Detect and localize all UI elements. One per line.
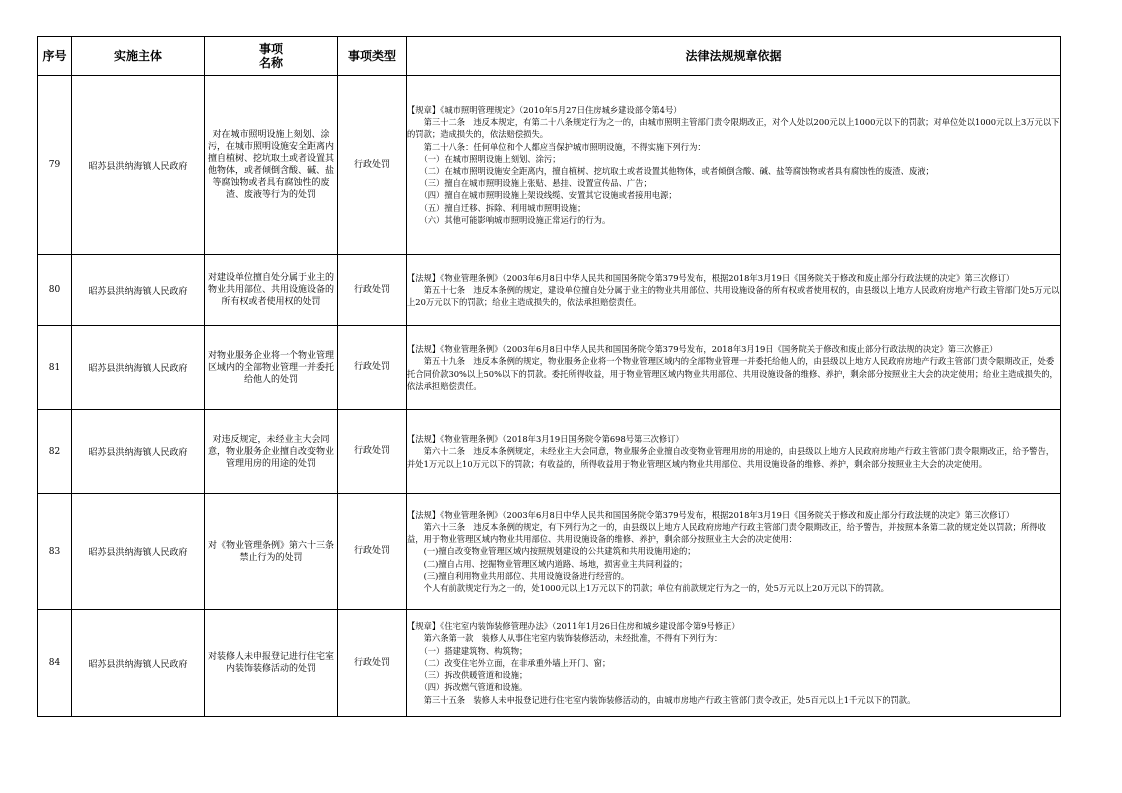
row-no: 83	[38, 494, 72, 610]
row-subject: 昭苏县洪纳海镇人民政府	[72, 326, 205, 410]
basis-line: 第三十二条 违反本规定，有第二十八条规定行为之一的，由城市照明主管部门责令限期改正，对个人处以200元以上1000元以下的罚款；对单位处以1000元以上3万元以下的罚款；造成损失的，依法赔偿损失。	[407, 117, 1060, 140]
row-legal-basis	[407, 494, 1061, 610]
basis-line: 个人有前款规定行为之一的，处1000元以上1万元以下的罚款；单位有前款规定行为之一的，处5万元以上20万元以下的罚款。	[407, 583, 889, 593]
table-row	[38, 255, 1061, 326]
basis-line: （二）改变住宅外立面，在非承重外墙上开门、窗；	[407, 657, 611, 668]
row-legal-basis	[407, 326, 1061, 410]
row-item-name: 对违反规定，未经业主大会同意，物业服务企业擅自改变物业管理用房的用途的处罚	[205, 410, 338, 494]
row-no: 81	[38, 326, 72, 410]
row-legal-basis	[407, 610, 1061, 717]
basis-line: 第五十七条 违反本条例的规定，建设单位擅自处分属于业主的物业共用部位、共用设施设备的所有权或者使用权的，由县级以上地方人民政府房地产行政主管部门处5万元以上20万元以下的罚款；给业主造成损失的，依法承担赔偿责任。	[407, 284, 1060, 308]
table-row	[38, 494, 1061, 610]
basis-line: 【法规】《物业管理条例》（2003年6月8日中华人民共和国国务院令第379号发布，根据2018年3月19日《国务院关于修改和废止部分行政法规的决定》第三次修订）	[407, 509, 1015, 520]
basis-line: 第三十五条 装修人未申报登记进行住宅室内装饰装修活动的，由城市房地产行政主管部门责令改正，处5百元以上1千元以下的罚款。	[407, 694, 916, 705]
row-item-name: 对在城市照明设施上刻划、涂污，在城市照明设施安全距离内擅自植树、挖坑取土或者设置其他物体，或者倾倒含酸、碱、盐等腐蚀物或者具有腐蚀性的废渣、废液等行为的处罚	[205, 76, 338, 255]
basis-line: 【规章】《城市照明管理规定》（2010年5月27日住房城乡建设部令第4号）	[407, 104, 682, 115]
basis-line: （二）在城市照明设施安全距离内，擅自植树、挖坑取土或者设置其他物体，或者倾倒含酸、碱、盐等腐蚀物或者具有腐蚀性的废渣、废液；	[407, 166, 934, 176]
basis-line: （一）搭建建筑物、构筑物；	[407, 645, 528, 656]
basis-line: （五）擅自迁移、拆除、利用城市照明设施；	[407, 202, 586, 213]
row-item-name: 对《物业管理条例》第六十三条禁止行为的处罚	[205, 494, 338, 610]
header-name: 事项 名称	[205, 37, 338, 76]
row-item-type: 行政处罚	[338, 255, 407, 326]
row-item-type: 行政处罚	[338, 76, 407, 255]
header-no: 序号	[38, 37, 72, 76]
row-legal-basis	[407, 76, 1061, 255]
row-subject: 昭苏县洪纳海镇人民政府	[72, 494, 205, 610]
row-subject: 昭苏县洪纳海镇人民政府	[72, 76, 205, 255]
basis-line: （四）拆改燃气管道和设施。	[407, 682, 528, 693]
row-no: 84	[38, 610, 72, 717]
basis-line: 第二十八条：任何单位和个人都应当保护城市照明设施，不得实施下列行为：	[407, 141, 706, 152]
regulation-table	[37, 36, 1061, 717]
row-subject: 昭苏县洪纳海镇人民政府	[72, 610, 205, 717]
basis-line: (一)擅自改变物业管理区域内按照规划建设的公共建筑和共用设施用途的；	[407, 546, 696, 557]
table-row	[38, 410, 1061, 494]
table-row	[38, 610, 1061, 717]
basis-line: (二)擅自占用、挖掘物业管理区域内道路、场地，损害业主共同利益的；	[407, 558, 688, 569]
row-item-name: 对装修人未申报登记进行住宅室内装饰装修活动的处罚	[205, 610, 338, 717]
basis-line: （三）拆改供暖管道和设施；	[407, 670, 528, 681]
row-item-type: 行政处罚	[338, 326, 407, 410]
row-no: 82	[38, 410, 72, 494]
header-subject: 实施主体	[72, 37, 205, 76]
header-type: 事项类型	[338, 37, 407, 76]
basis-line: 【规章】《住宅室内装饰装修管理办法》（2011年1月26日住房和城乡建设部令第9号修正）	[407, 621, 740, 632]
basis-line: 【法规】《物业管理条例》（2018年3月19日国务院令第698号第三次修订）	[407, 434, 684, 445]
basis-line: （四）擅自在城市照明设施上架设线缆、安置其它设施或者接用电源；	[407, 190, 677, 201]
table-row	[38, 76, 1061, 255]
basis-line: （三）擅自在城市照明设施上张贴、悬挂、设置宣传品、广告；	[407, 178, 652, 189]
row-no: 79	[38, 76, 72, 255]
basis-line: （一）在城市照明设施上刻划、涂污；	[407, 153, 561, 164]
basis-line: 【法规】《物业管理条例》（2003年6月8日中华人民共和国国务院令第379号发布，2018年3月19日《国务院关于修改和废止部分行政法规的决定》第三次修正）	[407, 344, 998, 355]
basis-line: 第六十二条 违反本条例规定，未经业主大会同意，物业服务企业擅自改变物业管理用房的用途的，由县级以上地方人民政府房地产行政主管部门责令限期改正，给予警告，并处1万元以上10万元以下的罚款；有收益的，所得收益用于物业管理区域内物业共用部位、共用设施设备的维修、养护，剩余部分按照业主大会的决定使用。	[407, 446, 1055, 469]
basis-line: (三)擅自利用物业共用部位、共用设施设备进行经营的。	[407, 570, 630, 581]
row-item-type: 行政处罚	[338, 610, 407, 717]
row-item-type: 行政处罚	[338, 410, 407, 494]
basis-line: 第六条第一款 装修人从事住宅室内装饰装修活动，未经批准，不得有下列行为：	[407, 633, 723, 644]
basis-line: 第五十九条 违反本条例的规定，物业服务企业将一个物业管理区域内的全部物业管理一并委托给他人的，由县级以上地方人民政府房地产行政主管部门责令限期改正，处委托合同价款30%以上50%以下的罚款。委托所得收益，用于物业管理区域内物业共用部位、共用设施设备的维修、养护，剩余部分按照业主大会的决定使用；给业主造成损失的，依法承担赔偿责任。	[407, 356, 1058, 391]
row-item-name: 对物业服务企业将一个物业管理区域内的全部物业管理一并委托给他人的处罚	[205, 326, 338, 410]
row-item-name: 对建设单位擅自处分属于业主的物业共用部位、共用设施设备的所有权或者使用权的处罚	[205, 255, 338, 326]
row-item-type: 行政处罚	[338, 494, 407, 610]
row-legal-basis	[407, 410, 1061, 494]
basis-line: 【法规】《物业管理条例》（2003年6月8日中华人民共和国国务院令第379号发布，根据2018年3月19日《国务院关于修改和废止部分行政法规的决定》第三次修订）	[407, 272, 1015, 283]
row-no: 80	[38, 255, 72, 326]
basis-line: （六）其他可能影响城市照明设施正常运行的行为。	[407, 214, 611, 225]
row-subject: 昭苏县洪纳海镇人民政府	[72, 255, 205, 326]
header-basis: 法律法规规章依据	[407, 37, 1061, 76]
row-legal-basis	[407, 255, 1061, 326]
row-subject: 昭苏县洪纳海镇人民政府	[72, 410, 205, 494]
header-row	[38, 37, 1061, 76]
table-row	[38, 326, 1061, 410]
basis-line: 第六十三条 违反本条例的规定，有下列行为之一的，由县级以上地方人民政府房地产行政主管部门责令限期改正，给予警告，并按照本条第二款的规定处以罚款；所得收益，用于物业管理区域内物业共用部位、共用设施设备的维修、养护，剩余部分按照业主大会的决定使用：	[407, 521, 1046, 545]
